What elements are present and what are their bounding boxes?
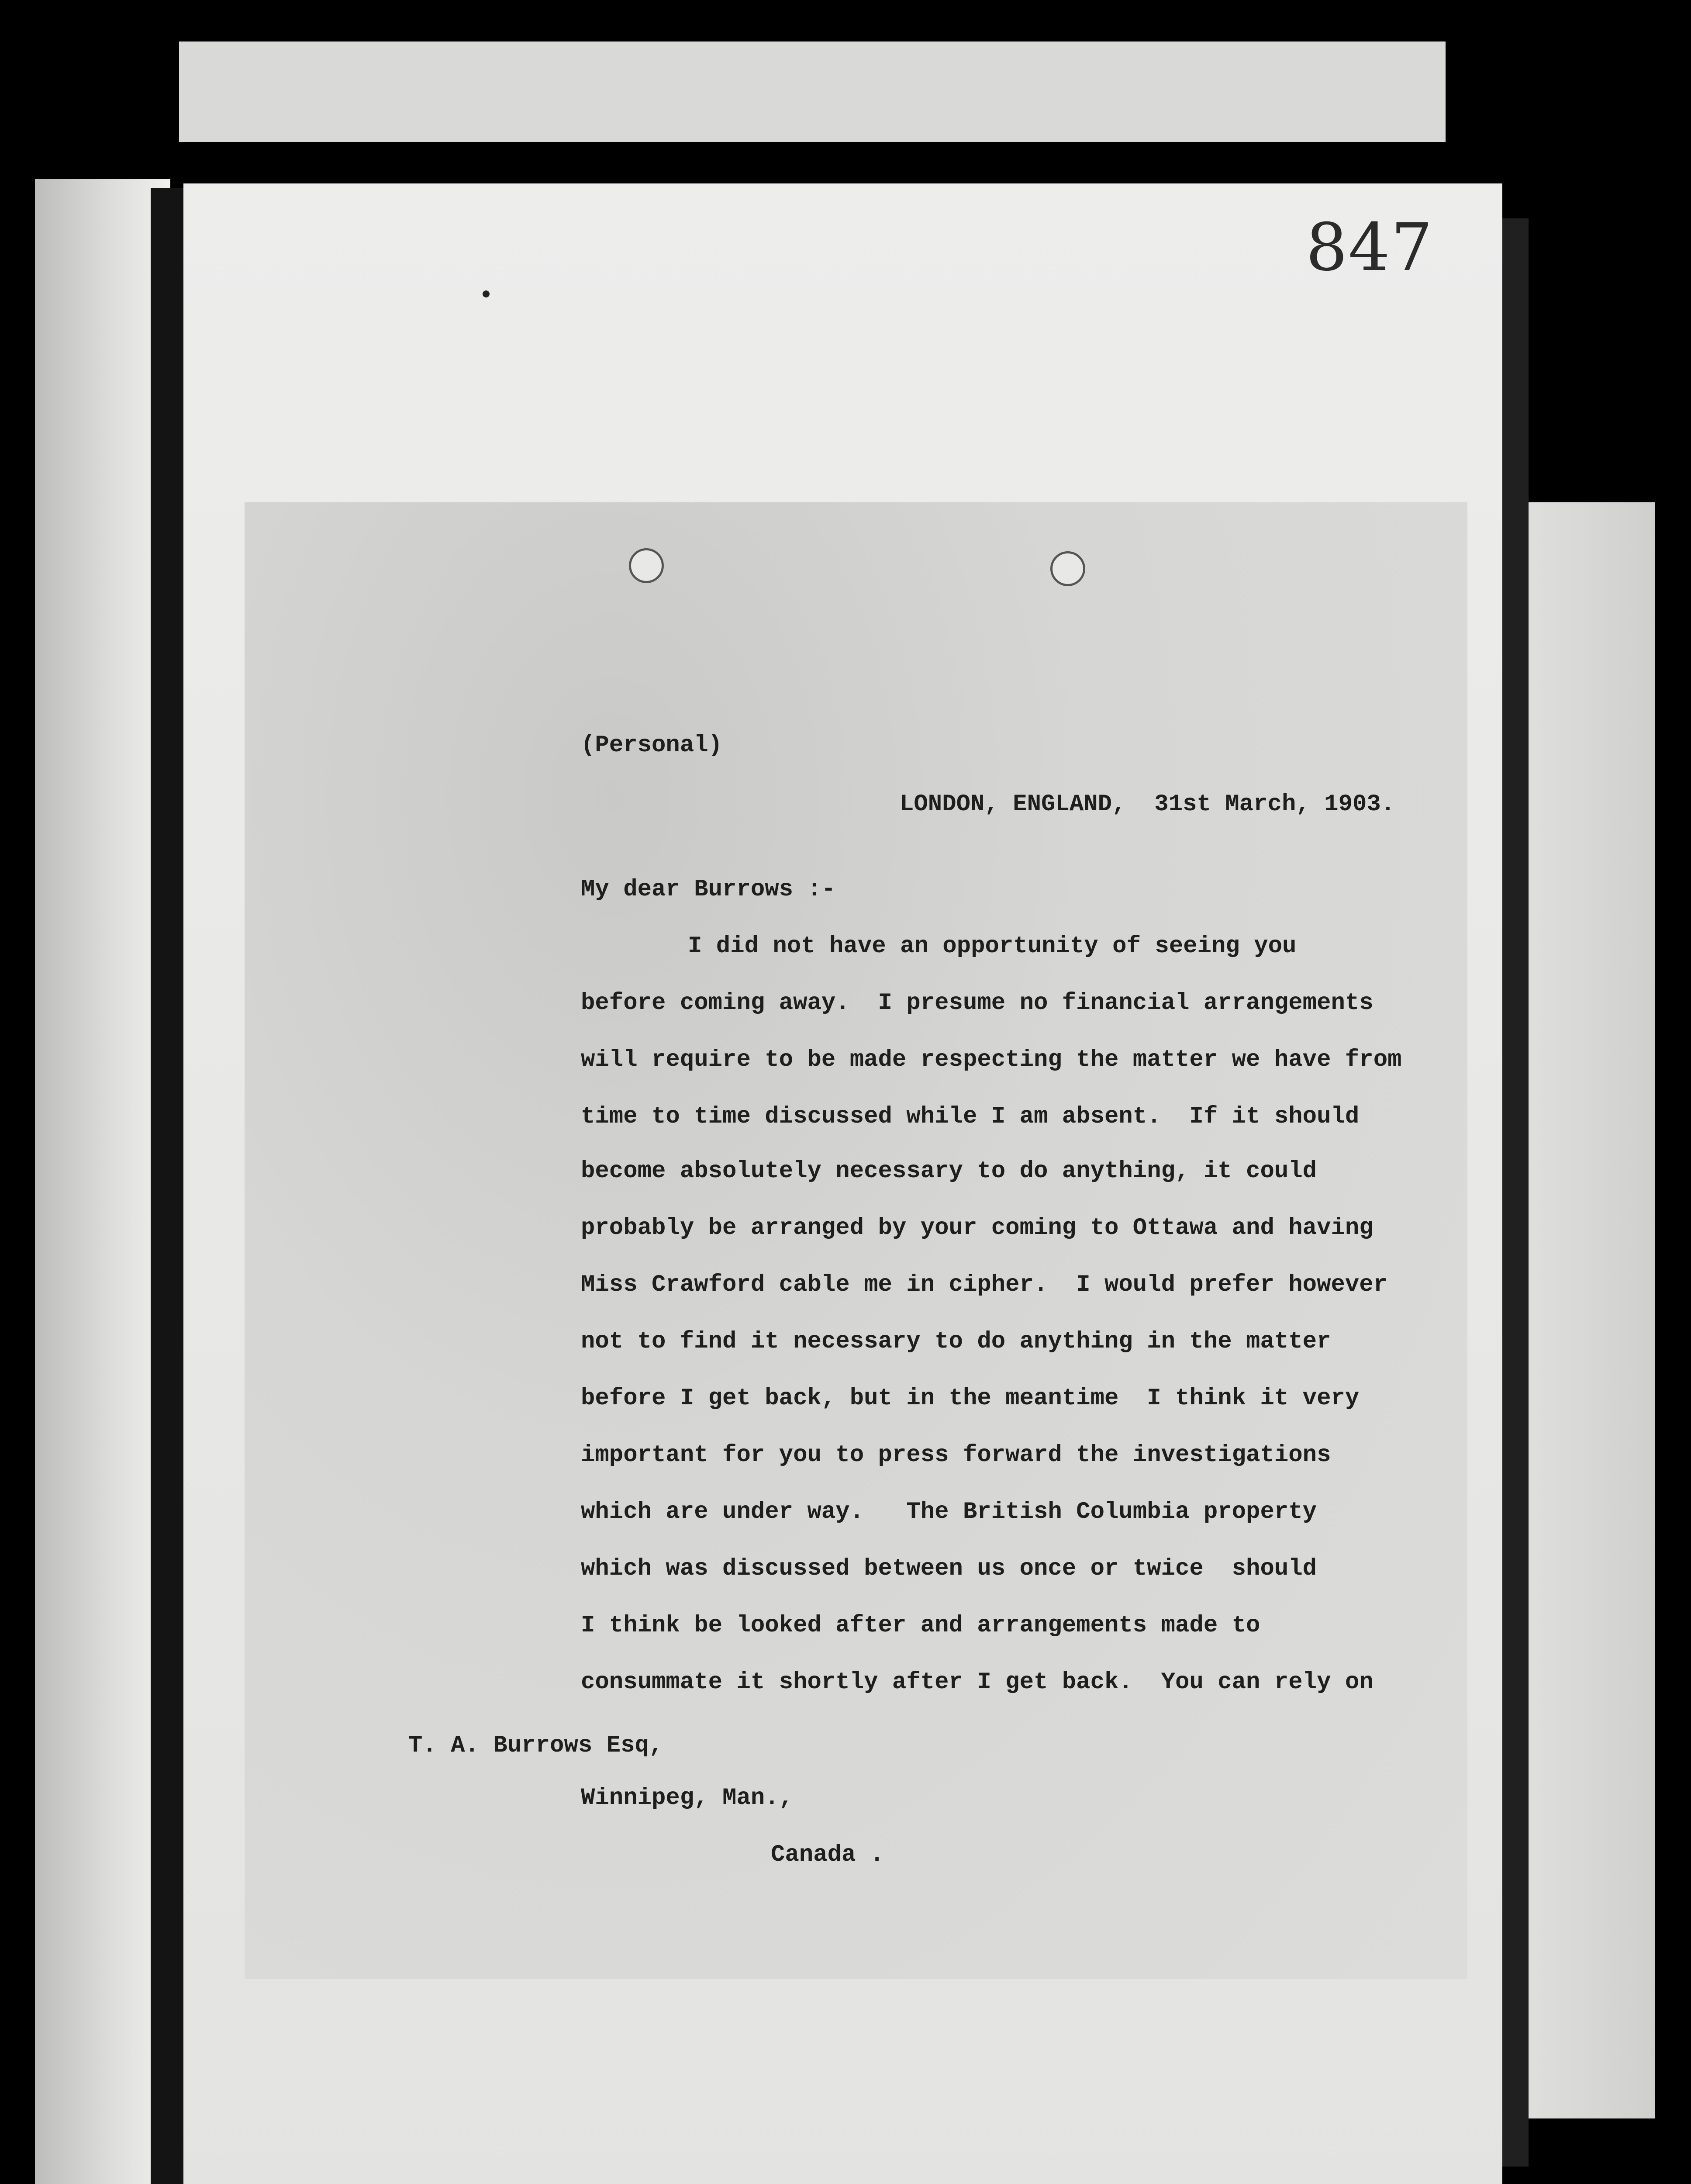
body-line: I think be looked after and arrangements made to [581,1612,1260,1639]
body-line: consummate it shortly after I get back. You can rely on [581,1669,1374,1696]
body-line: Miss Crawford cable me in cipher. I would prefer however [581,1272,1388,1298]
letter-marking: (Personal) [581,732,723,759]
body-line: before coming away. I presume no financial arrangements [581,990,1374,1016]
ink-speck [483,290,490,297]
punch-hole-right [1050,551,1085,586]
page-number: 847 [1306,210,1434,286]
body-line: which are under way. The British Columbia property [581,1499,1317,1525]
body-line: become absolutely necessary to do anything, it could [581,1158,1317,1185]
body-line: not to find it necessary to do anything in the matter [581,1328,1331,1355]
body-line: time to time discussed while I am absent. If it should [581,1103,1360,1130]
letter-place-date: LONDON, ENGLAND, 31st March, 1903. [900,791,1395,818]
address-name: T. A. Burrows Esq, [408,1732,663,1759]
body-line: will require to be made respecting the matter we have from [581,1047,1402,1073]
body-line: probably be arranged by your coming to Ottawa and having [581,1215,1374,1241]
letter-salutation: My dear Burrows :- [581,876,836,903]
address-country: Canada . [771,1842,884,1868]
body-line: I did not have an opportunity of seeing you [688,933,1297,960]
body-line: important for you to press forward the investigations [581,1442,1331,1469]
backing-left-page [35,179,170,2184]
address-city: Winnipeg, Man., [581,1785,794,1811]
body-line: which was discussed between us once or twice should [581,1555,1317,1582]
body-line: before I get back, but in the meantime I think it very [581,1385,1360,1412]
punch-hole-left [629,548,664,583]
backing-strip-top [179,41,1446,142]
